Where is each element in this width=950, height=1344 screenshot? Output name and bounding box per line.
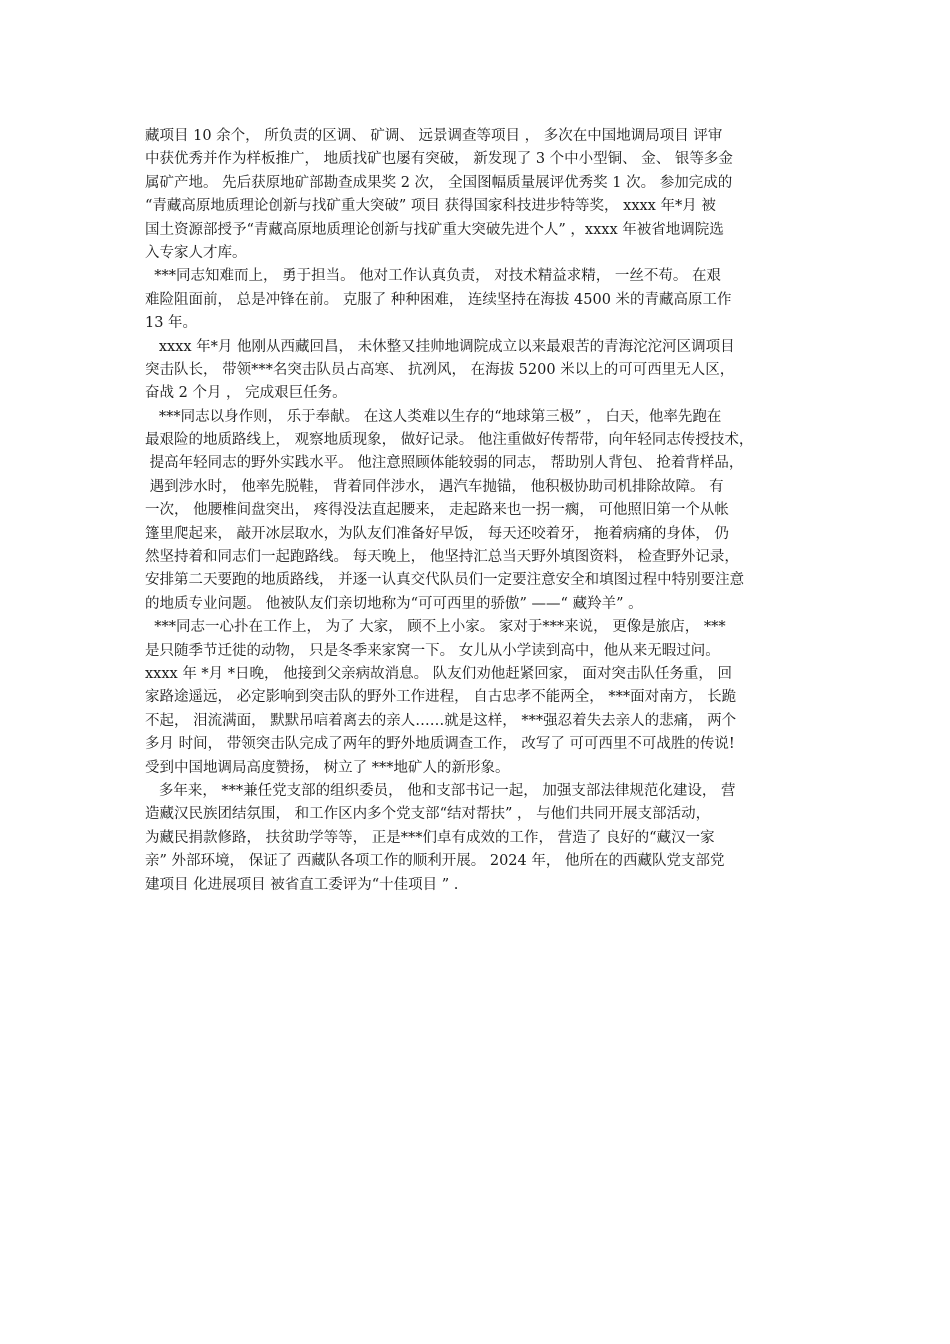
text-line: “青藏高原地质理论创新与找矿重大突破” 项目 获得国家科技进步特等奖， xxxx 年*月 被 (145, 198, 716, 215)
text-line: 国土资源部授予“青藏高原地质理论创新与找矿重大突破先进个人” ，xxxx 年被省地调院选 (145, 221, 724, 238)
text-line: 为藏民捐款修路， 扶贫助学等等， 正是***们卓有成效的工作， 营造了 良好的“藏汉一家 (145, 829, 715, 846)
text-line: 安排第二天要跑的地质路线， 并逐一认真交代队员们一定要注意安全和填图过程中特别要注意 (145, 572, 745, 589)
paragraph (145, 780, 817, 897)
text-line: xxxx 年 *月 *日晚， 他接到父亲病故消息。 队友们劝他赶紧回家， 面对突击队任务重， 回 (145, 665, 732, 682)
text-line: 家路途遥远， 必定影响到突击队的野外工作进程， 自古忠孝不能两全， ***面对南方， 长跪 (145, 689, 737, 706)
text-line: 中获优秀并作为样板推广， 地质找矿也屡有突破， 新发现了 3 个中小型铜、 金、 银等多金 (145, 151, 733, 168)
paragraph (145, 125, 817, 265)
text-line: 突击队长， 带领***名突击队员占高寒、 抗冽风， 在海拔 5200 米以上的可可西里无人区， (145, 361, 735, 378)
text-line: 多年来， ***兼任党支部的组织委员， 他和支部书记一起， 加强支部法律规范化建设， 营 (145, 782, 736, 799)
text-line: ***同志一心扑在工作上， 为了 大家， 顾不上小家。 家对于***来说， 更像是旅店， *** (145, 619, 726, 636)
text-line: 入专家人才库。 (145, 244, 247, 261)
text-line: 是只随季节迁徙的动物， 只是冬季来家窝一下。 女儿从小学读到高中，他从来无暇过问。 (145, 642, 720, 659)
text-line: ***同志知难而上， 勇于担当。 他对工作认真负责， 对技术精益求精， 一丝不苟。 在艰 (145, 268, 722, 285)
paragraph (145, 336, 817, 406)
text-line: 不起， 泪流满面， 默默吊唁着离去的亲人……就是这样， ***强忍着失去亲人的悲痛， 两个 (145, 712, 737, 729)
paragraph (145, 265, 817, 335)
text-line: 属矿产地。 先后获原地矿部勘查成果奖 2 次， 全国图幅质量展评优秀奖 1 次。 参加完成的 (145, 174, 733, 191)
text-line: ***同志以身作则， 乐于奉献。 在这人类难以生存的“地球第三极” ， 白天，他率先跑在 (145, 408, 722, 425)
text-line: 亲” 外部环境， 保证了 西藏队各项工作的顺利开展。 2024 年， 他所在的西藏队党支部党 (145, 853, 725, 870)
text-line: 受到中国地调局高度赞扬， 树立了 ***地矿人的新形象。 (145, 759, 510, 776)
paragraph (145, 616, 817, 780)
text-line: 提高年轻同志的野外实践水平。 他注意照顾体能较弱的同志， 帮助别人背包、 抢着背样品， (145, 455, 744, 472)
text-line: 遇到涉水时， 他率先脱鞋， 背着同伴涉水， 遇汽车抛锚， 他积极协助司机排除故障。 有 (145, 478, 724, 495)
text-line: 建项目 化进展项目 被省直工委评为“十佳项目 ” . (145, 876, 459, 893)
text-line: 最艰险的地质路线上， 观察地质现象， 做好记录。 他注重做好传帮带，向年轻同志传授技术， (145, 432, 754, 449)
text-line: 然坚持着和同志们一起跑路线。 每天晚上， 他坚持汇总当天野外填图资料， 检查野外记录， (145, 549, 739, 566)
text-line: 篷里爬起来， 敲开冰层取水，为队友们准备好早饭， 每天还咬着牙， 拖着病痛的身体， 仍 (145, 525, 729, 542)
paragraph (145, 406, 817, 617)
document-body (145, 125, 817, 897)
text-line: 藏项目 10 余个， 所负责的区调、 矿调、 远景调查等项目 ， 多次在中国地调局项目 评审 (145, 128, 723, 144)
text-line: 造藏汉民族团结氛围， 和工作区内多个党支部“结对帮扶” ， 与他们共同开展支部活动， (145, 806, 711, 823)
text-line: 奋战 2 个月 ， 完成艰巨任务。 (145, 385, 347, 402)
text-line: 的地质专业问题。 他被队友们亲切地称为“可可西里的骄傲” ——“ 藏羚羊” 。 (145, 595, 643, 612)
text-line: 一次， 他腰椎间盘突出， 疼得没法直起腰来， 走起路来也一拐一瘸， 可他照旧第一个从帐 (145, 502, 729, 519)
text-line: 13 年。 (145, 315, 198, 332)
text-line: xxxx 年*月 他刚从西藏回昌， 未休整又挂帅地调院成立以来最艰苦的青海沱沱河区调项目 (145, 338, 735, 355)
text-line: 多月 时间， 带领突击队完成了两年的野外地质调查工作， 改写了 可可西里不可战胜的传说! (145, 736, 735, 753)
text-line: 难险阻面前， 总是冲锋在前。 克服了 种种困难， 连续坚持在海拔 4500 米的青藏高原工作 (145, 291, 732, 308)
